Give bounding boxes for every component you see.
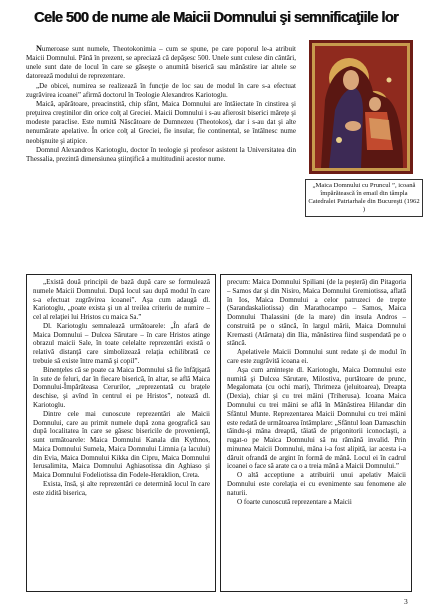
drop-cap: N <box>36 44 42 53</box>
column-paragraph: Apelativele Maicii Domnului sunt redate şi de modul în care este zugrăvită icoana ei. <box>227 348 406 366</box>
column-paragraph: Dl. Kariotoglu semnalează următoarele: „În afară de Maica Domnului – Dulcea Sărutare – în care Hristos atinge obrazul maicii Sale, în toate celelalte reprezentări există o relativă distanţă care simbolizează relaţia echilibrată ce trebuie să existe între mamă şi copil”. <box>33 321 210 366</box>
column-paragraph: „Există două principii de bază după care se formulează numele Maicii Domnului. După locul sau după modul în care s-a efectuat zugrăvirea icoanei”. Aşa cum adaugă dl. Kariotoglu, „poate exista şi un al treilea criteriu de numire – cel al relaţiei lui Hristos cu maica Sa.” <box>33 278 210 322</box>
column-paragraph: Dintre cele mai cunoscute reprezentări ale Maicii Domnului, care au primit numele după zona geografică sau după localitatea în care se găsesc bisericile de provenienţă, sunt următoarele: Maica Domnului Kanala din Kythnos, Maica Domnului Sumela, Maica Domnului Limnia (a lacului) din Evia, Maica Domnului Kikka din Cipru, Maica Domnului Ierusalimita, Maica Domnului Aghiasotissa din Aghiaso şi Maica Domnului Fodeliotissa din Fodele-Heraklion, Creta. <box>33 409 210 480</box>
page-number: 3 <box>404 597 408 606</box>
column-paragraph: Aşa cum aminteşte dl. Kariotoglu, Maica Domnului este numită şi Dulcea Sărutare, Milostiva, purtătoare de prunc, Megalomata (cu ochi mari), Thrimeza (jeluitoarea), Dreapta (Dexia), chiar şi cu trei mâini (Triherusa). Icoana Maica Domnului cu trei mâini se află în Mânăstirea Hilandar din Sfântul Munte. Reprezentarea Maicii Domnului cu trei mâini este redată de următoarea întâmplare: „Sfântul Ioan Damaschin tăindu-şi mâna dreaptă, tăiată de prigonitorii iconoclaşti, a rugat-o pe Maica Domnului să nu rămână invalid. Prin minunea Maicii Domnului, mâna i-a fost alipită, iar acesta i-a dăruit ofrandă de argint în formă de mână. Locul ei în cadrul icoanei o face să arate ca o a treia mână a Maicii Domnului.” <box>227 365 406 471</box>
intro-paragraph: „De obicei, numirea se realizează în funcţie de loc sau de modul în care s-a efectuat zugrăvirea icoanei” afirmă doctorul în Teologie Alexandros Kariotoglu. <box>26 81 296 99</box>
intro-paragraph: Maică, apărătoare, preacinstită, chip sfânt, Maica Domnului are întâiectate în cinstirea şi preţuirea creştinilor din orice colţ al Greciei. Maicii Domnului i s-au afierosit biserici măreţe şi modeste paraclise. Este numită Născătoare de Dumnezeu (Theotokos), dar i s-au dat şi alte nenumărate apelative. În orice colţ al Greciei, fie insular, fie continental, se întâlnesc nume neobişnuite şi atipice. <box>26 99 296 145</box>
column-paragraph: Exista, însă, şi alte reprezentări ce determină locul în care este zidită biserica, <box>33 479 210 497</box>
left-column <box>26 274 216 592</box>
virgin-and-child-icon-image <box>309 40 413 174</box>
intro-paragraph: Numeroase sunt numele, Theotokonimia – cum se spune, pe care poporul le-a atribuit Maicii Domnului. Până în prezent, se apreciază că depăşesc 500. Unele sunt culese din cântări, unele sunt date de locul în care se găseşte o anumită biserică sau mănăstire iar altele se datorează modului de reprezentare. <box>26 44 296 81</box>
column-paragraph: Binenţeles că se poate ca Maica Domnului să fie înfăţişată în sute de feluri, dar în fiecare biserică, în altar, se află Maica Domnului-Împărăteasa Cerurilor, „reprezentată cu braţele deschise, şi avînd în centrul ei pe Hristos”, notează dl. Kariotoglu. <box>33 365 210 409</box>
column-paragraph: O altă acceptiune a atribuirii unui apelativ Maicii Domnului este corelaţia ei cu evenimente sau fenomene ale naturii. <box>227 471 406 497</box>
column-paragraph: O foarte cunoscută reprezentare a Maicii <box>237 497 352 506</box>
intro-paragraph: Domnul Alexandros Kariotoglu, doctor în teologie şi profesor asistent la Universitatea din Thessalia, prezintă dimensiunea ştiinţifică a multitudinii acestor nume. <box>26 145 296 163</box>
icon-illustration <box>309 40 413 174</box>
intro-text <box>26 44 296 164</box>
image-caption: „Maica Domnului cu Pruncul ”, icoană împărătească în email din tâmpla Catedralei Patriarhale din Bucureşti (1962 ) <box>305 179 423 217</box>
column-paragraph: precum: Maica Domnului Spiliani (de la peşteră) din Pitagoria – Samos dar şi din Nisiro, Maica Domnului Gremiotissa, aflată în Ios, Maica Domnului a celor patruzeci de trepte (Sarandaskaliotissa) din Marathocampo – Samos, Maica Domnului Thalassini (de la mare) din insula Andros – construită pe o stâncă, în largul mării, Maica Domnului Kremasti (Atârnata) din Ilia, mânăstirea fiind suspendată pe o stâncă. <box>227 278 406 348</box>
page-title: Cele 500 de nume ale Maicii Domnului şi semnificaţiile lor <box>33 10 399 26</box>
right-column <box>220 274 412 592</box>
